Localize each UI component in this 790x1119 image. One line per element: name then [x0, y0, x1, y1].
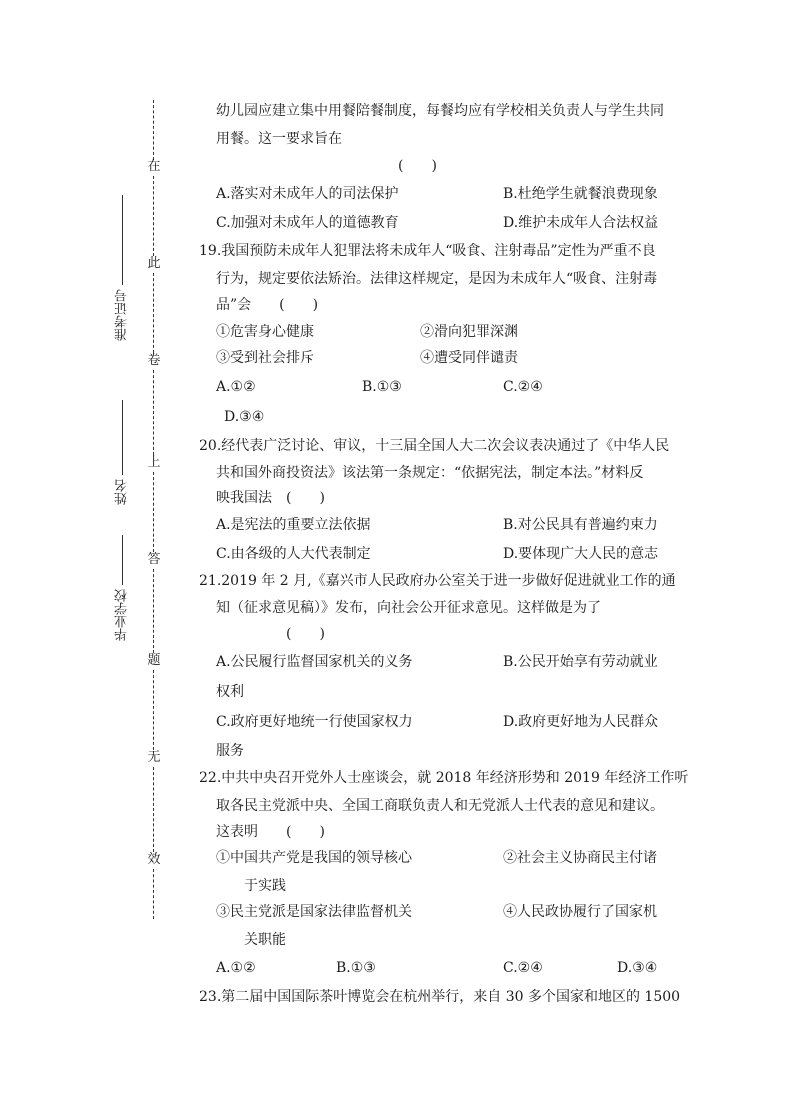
q20-option-a: A.是宪法的重要立法依据: [216, 517, 371, 533]
q18-answer-paren: ( ): [398, 158, 437, 174]
q19-option-b: B.①③: [362, 379, 402, 395]
q20-option-d: D.要体现广大人民的意志: [503, 546, 659, 562]
seal-char: 在: [147, 159, 161, 174]
exam-number-label: 准考证号: [115, 289, 130, 341]
seal-char: 答: [147, 552, 161, 567]
seal-char: 上: [147, 455, 161, 470]
q22-statement-2-cont: 于实践: [244, 878, 286, 894]
q21-stem-line: 知（征求意见稿）》发布，向社会公开征求意见。这样做是为了: [216, 600, 601, 616]
q21-option-d-cont: 服务: [216, 743, 244, 759]
school-label: 毕业学校: [115, 589, 130, 641]
q19-statement-3: ③受到社会排斥: [216, 350, 314, 366]
q20-option-c: C.由各级的人大代表制定: [216, 546, 371, 562]
q18-option-b: B.杜绝学生就餐浪费现象: [503, 186, 658, 202]
q19-stem-line: 品”会 ( ): [216, 297, 319, 313]
name-field: [116, 400, 130, 505]
dash-line: [153, 767, 154, 852]
q21-option-b-cont: 权利: [216, 684, 244, 700]
q22-statement-1: ①中国共产党是我国的领导核心: [216, 850, 412, 866]
dash-line: [153, 370, 154, 455]
seal-char: 效: [147, 852, 161, 867]
binding-margin: [0, 0, 200, 1119]
q21-option-b: B.公民开始享有劳动就业: [503, 654, 658, 670]
name-label: 姓名: [115, 479, 130, 505]
seal-char: 卷: [147, 353, 161, 368]
exam-number-blank[interactable]: [123, 195, 124, 285]
q22-option-a: A.①②: [216, 960, 256, 976]
q21-answer-paren: ( ): [286, 626, 325, 642]
q20-option-b: B.对公民具有普遍约束力: [503, 517, 658, 533]
q22-stem-line: 这表明 ( ): [216, 824, 325, 840]
q19-statement-2: ②滑向犯罪深渊: [420, 324, 518, 340]
q22-statement-2: ②社会主义协商民主付诸: [503, 850, 657, 866]
q18-stem-line: 用餐。这一要求旨在: [216, 131, 342, 147]
q20-stem-line: 映我国法 ( ): [216, 490, 325, 506]
dash-line: [153, 100, 154, 160]
q21-option-d: D.政府更好地为人民群众: [503, 714, 659, 730]
q19-stem-line: 19.我国预防未成年人犯罪法将未成年人“吸食、注射毒品”定性为严重不良: [199, 243, 656, 259]
dash-line: [153, 569, 154, 653]
q22-stem-line: 取各民主党派中央、全国工商联负责人和无党派人士代表的意见和建议。: [216, 798, 664, 814]
q22-option-b: B.①③: [336, 960, 376, 976]
q22-statement-3: ③民主党派是国家法律监督机关: [216, 904, 412, 920]
q19-option-c: C.②④: [503, 379, 543, 395]
q21-option-a: A.公民履行监督国家机关的义务: [216, 654, 413, 670]
q22-stem-line: 22.中共中央召开党外人士座谈会，就 2018 年经济形势和 2019 年经济工作听: [199, 770, 689, 786]
q20-stem-line: 共和国外商投资法》该法第一条规定：“依据宪法，制定本法。”材料反: [216, 465, 644, 481]
q18-option-c: C.加强对未成年人的道德教育: [216, 215, 399, 231]
q22-statement-4: ④人民政协履行了国家机: [503, 904, 657, 920]
school-blank[interactable]: [123, 535, 124, 585]
seal-char: 题: [147, 653, 161, 668]
school-field: [116, 535, 130, 641]
dash-line: [153, 176, 154, 256]
q18-stem-line: 幼儿园应建立集中用餐陪餐制度，每餐均应有学校相关负责人与学生共同: [216, 103, 664, 119]
q22-statement-4-cont: 关职能: [244, 932, 286, 948]
seal-char: 此: [147, 256, 161, 271]
q18-option-a: A.落实对未成年人的司法保护: [216, 186, 399, 202]
name-blank[interactable]: [123, 400, 124, 475]
q22-option-c: C.②④: [503, 960, 543, 976]
q19-statement-1: ①危害身心健康: [216, 324, 314, 340]
seal-char: 无: [147, 750, 161, 765]
q20-stem-line: 20.经代表广泛讨论、审议，十三届全国人大二次会议表决通过了《中华人民: [199, 438, 670, 454]
q19-option-d: D.③④: [224, 409, 265, 425]
exam-number-field: [116, 195, 130, 341]
q23-stem-line: 23.第二届中国国际茶叶博览会在杭州举行，来自 30 多个国家和地区的 1500: [199, 989, 681, 1005]
q22-option-d: D.③④: [617, 960, 658, 976]
dash-line: [153, 472, 154, 552]
q21-stem-line: 21.2019 年 2 月,《嘉兴市人民政府办公室关于进一步做好促进就业工作的通: [199, 573, 676, 589]
dash-line: [153, 869, 154, 919]
q18-option-d: D.维护未成年人合法权益: [503, 215, 659, 231]
q19-statement-4: ④遭受同伴谴责: [420, 350, 518, 366]
q19-stem-line: 行为，规定要依法矫治。法律这样规定，是因为未成年人“吸食、注射毒: [216, 271, 658, 287]
dash-line: [153, 670, 154, 750]
dash-line: [153, 273, 154, 353]
q21-option-c: C.政府更好地统一行使国家权力: [216, 714, 413, 730]
q19-option-a: A.①②: [216, 379, 256, 395]
